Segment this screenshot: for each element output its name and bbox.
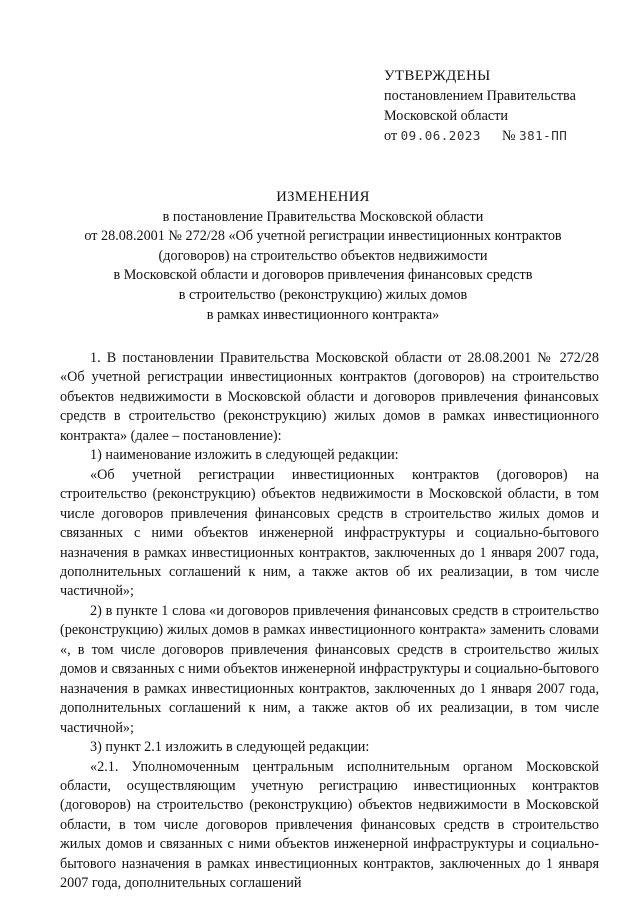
document-body — [60, 349, 599, 894]
body-paragraph: 1. В постановлении Правительства Московской области от 28.08.2001 № 272/28 «Об учетной регистрации инвестиционных контрактов (договоров) на строительство объектов недвижимости в Московской области и договоров привлечения финансовых средств в строительство (реконструкцию) жилых домов в рамках инвестиционного контракта» (далее – постановление): — [60, 350, 599, 444]
document-title — [60, 188, 586, 325]
body-paragraph: «Об учетной регистрации инвестиционных контрактов (договоров) на строительство (реконструкцию) объектов недвижимости в Московской области, в том числе договоров привлечения финансовых средств в строительство жилых домов и связанных с ними объектов инженерной инфраструктуры и социально-бытового назначения в рамках инвестиционных контрактов, заключенных до 1 января 2007 года, дополнительных соглашений к ним, а также актов об их реализации, в том числе частичной»; — [60, 466, 599, 600]
approval-heading: УТВЕРЖДЕНЫ — [384, 68, 491, 84]
approval-date-number — [384, 126, 624, 146]
approval-stamp — [384, 66, 624, 146]
body-paragraph: 1) наименование изложить в следующей редакции: — [90, 447, 399, 464]
body-paragraph: 2) в пункте 1 слова «и договоров привлечения финансовых средств в строительство (реконструкцию) жилых домов в рамках инвестиционного контракта» заменить словами «, в том числе договоров привлечения финансовых средств в строительство жилых домов и связанных с ними объектов инженерной инфраструктуры и социально-бытового назначения в рамках инвестиционных контрактов, заключенных до 1 января 2007 года, дополнительных соглашений к ним, а также актов об их реализации, в том числе частичной»; — [60, 602, 599, 736]
date-prefix: от — [384, 128, 398, 144]
date-value: 09.06.2023 — [400, 128, 481, 143]
title-line: в строительство (реконструкцию) жилых домов — [178, 286, 468, 303]
number-prefix: № — [502, 128, 516, 144]
title-line: в рамках инвестиционного контракта» — [206, 306, 440, 323]
body-paragraph: 3) пункт 2.1 изложить в следующей редакции: — [90, 739, 370, 756]
approval-line-1: постановлением Правительства — [384, 88, 576, 104]
approval-line-2: Московской области — [384, 108, 509, 124]
title-line: в постановление Правительства Московской области — [162, 208, 484, 225]
title-line: (договоров) на строительство объектов недвижимости — [158, 247, 488, 264]
body-paragraph: «2.1. Уполномоченным центральным исполнительным органом Московской области, осуществляющим учетную регистрацию инвестиционных контрактов (договоров) на строительство (реконструкцию) объектов недвижимости в Московской области, в том числе договоров привлечения финансовых средств в строительство жилых домов и связанных с ними объектов инженерной инфраструктуры и социально-бытового назначения в рамках инвестиционных контрактов, заключенных до 1 января 2007 года, дополнительных соглашений — [60, 758, 599, 892]
title-line: от 28.08.2001 № 272/28 «Об учетной регистрации инвестиционных контрактов — [84, 228, 562, 245]
number-value: 381-ПП — [519, 128, 568, 143]
title-line: в Московской области и договоров привлечения финансовых средств — [113, 267, 533, 284]
title-main: ИЗМЕНЕНИЯ — [276, 189, 370, 205]
